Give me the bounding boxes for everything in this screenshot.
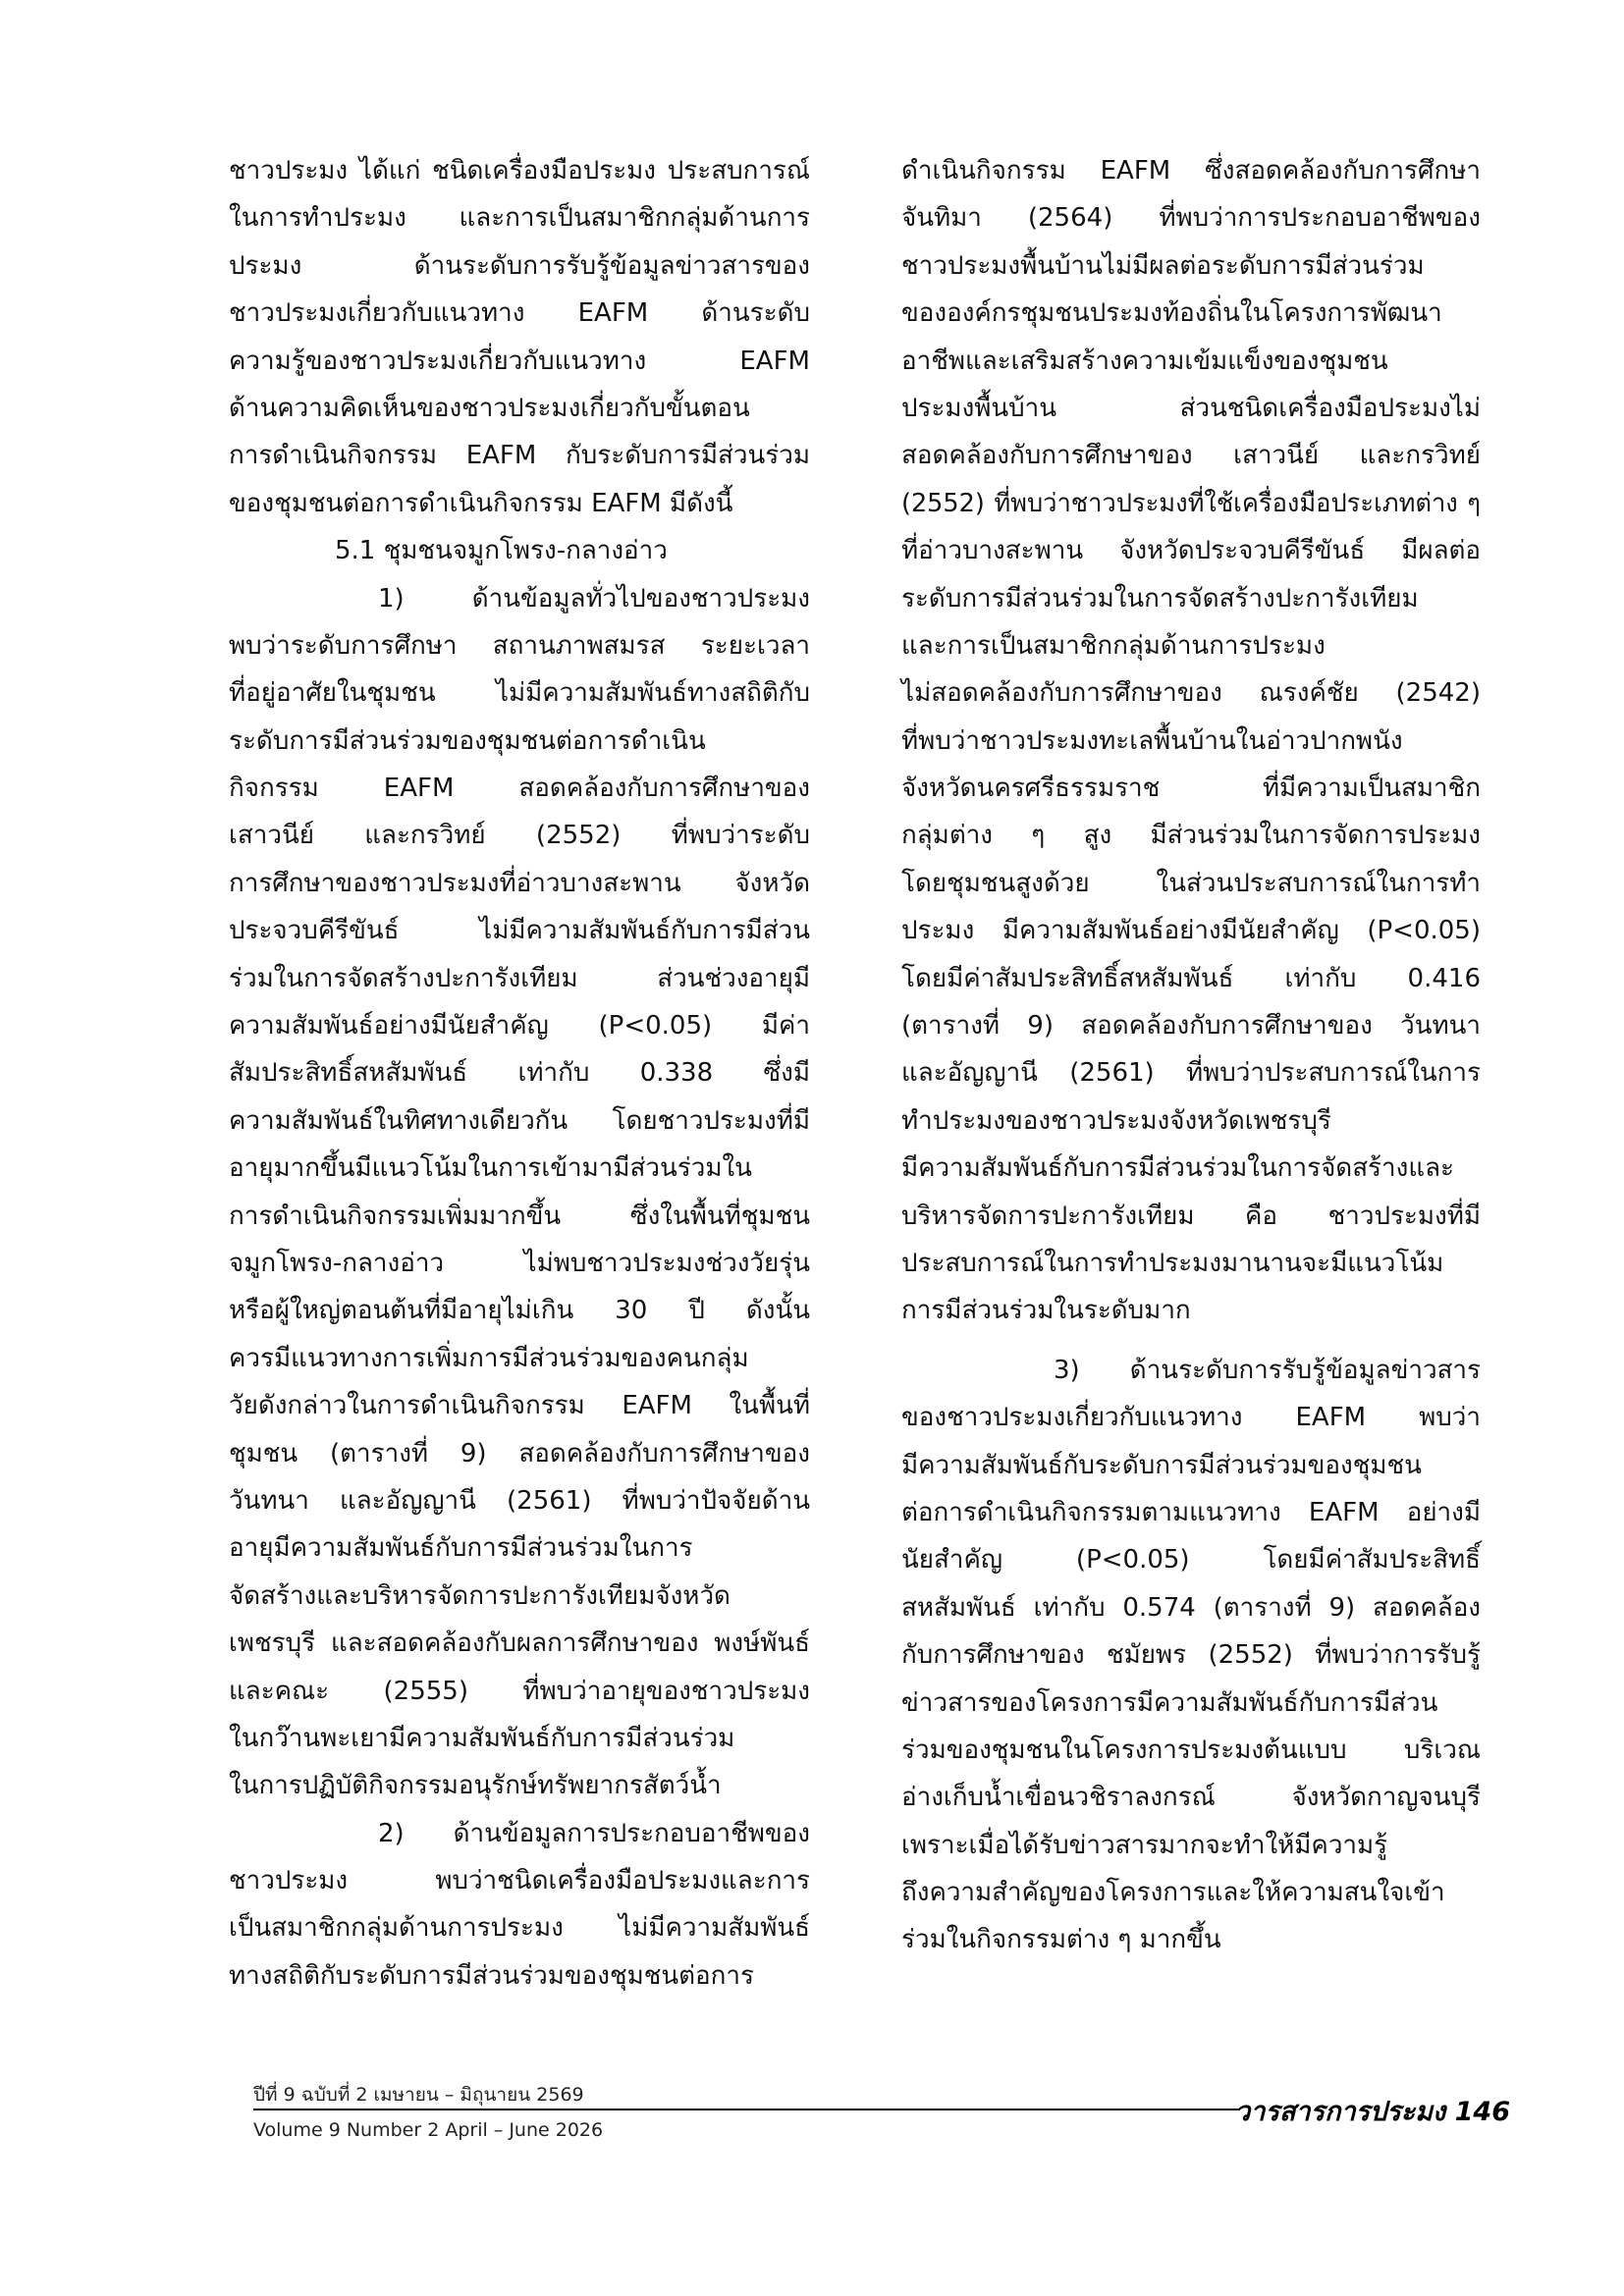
text-line: ร่วมในกิจกรรมต่าง ๆ มากขึ้น: [901, 1925, 1221, 1955]
text-line: วัยดังกล่าวในการดำเนินกิจกรรม EAFM ในพื้นที่: [229, 1391, 810, 1421]
text-line: การศึกษาของชาวประมงที่อ่าวบางสะพาน จังหวัด: [229, 868, 810, 898]
text-line: ควรมีแนวทางการเพิ่มการมีส่วนร่วมของคนกลุ่ม: [229, 1343, 749, 1373]
footer-journal-page: วารสารการประมง 146: [1235, 2097, 1510, 2127]
text-line: ขององค์กรชุมชนประมงท้องถิ่นในโครงการพัฒนา: [901, 298, 1442, 329]
text-line: พบว่าระดับการศึกษา สถานภาพสมรส ระยะเวลา: [229, 630, 810, 661]
text-line: ที่พบว่าชาวประมงทะเลพื้นบ้านในอ่าวปากพนัง: [901, 725, 1403, 756]
subsection-lead: 2) ด้านข้อมูลการประกอบอาชีพของ: [378, 1818, 810, 1848]
footer-rule: [253, 2109, 1240, 2110]
text-line: สัมประสิทธิ์สหสัมพันธ์ เท่ากับ 0.338 ซึ่งมี: [229, 1058, 810, 1089]
text-line: โดยมีค่าสัมประสิทธิ์สหสัมพันธ์ เท่ากับ 0.416: [901, 963, 1481, 993]
text-line: ความรู้ของชาวประมงเกี่ยวกับแนวทาง EAFM: [229, 346, 810, 376]
text-line: ระดับการมีส่วนร่วมในการจัดสร้างปะการังเทียม: [901, 583, 1419, 614]
text-line: และคณะ (2555) ที่พบว่าอายุของชาวประมง: [229, 1676, 810, 1706]
text-line: การดำเนินกิจกรรมเพิ่มมากขึ้น ซึ่งในพื้นที่ชุมชน: [229, 1201, 810, 1231]
text-line: (ตารางที่ 9) สอดคล้องกับการศึกษาของ วันทนา: [901, 1011, 1481, 1041]
text-line: จัดสร้างและบริหารจัดการปะการังเทียมจังหวัด: [229, 1580, 731, 1611]
footer-issue-thai: ปีที่ 9 ฉบับที่ 2 เมษายน – มิถุนายน 2569: [253, 2084, 584, 2106]
text-line: ทำประมงของชาวประมงจังหวัดเพชรบุรี: [901, 1105, 1331, 1136]
text-line: ชาวประมงเกี่ยวกับแนวทาง EAFM ด้านระดับ: [229, 298, 810, 329]
text-line: วันทนา และอัญญานี (2561) ที่พบว่าปัจจัยด้าน: [229, 1485, 810, 1516]
text-line: อ่างเก็บน้ำเขื่อนวชิราลงกรณ์ จังหวัดกาญจนบุรี: [901, 1783, 1481, 1813]
text-line: สอดคล้องกับการศึกษาของ เสาวนีย์ และกรวิทย์: [901, 441, 1481, 471]
text-line: ข่าวสารของโครงการมีความสัมพันธ์กับการมีส่วน: [901, 1687, 1438, 1718]
page-footer: [253, 2076, 1510, 2164]
text-line: ประมง มีความสัมพันธ์อย่างมีนัยสำคัญ (P<0.05): [901, 916, 1481, 946]
text-line: ชาวประมงพื้นบ้านไม่มีผลต่อระดับการมีส่วนร่วม: [901, 250, 1425, 281]
text-line: มีความสัมพันธ์กับระดับการมีส่วนร่วมของชุมชน: [901, 1450, 1422, 1480]
text-line: เพชรบุรี และสอดคล้องกับผลการศึกษาของ พงษ์พันธ์: [229, 1629, 810, 1659]
text-line: ประสบการณ์ในการทำประมงมานานจะมีแนวโน้ม: [901, 1248, 1444, 1278]
text-line: ชาวประมง พบว่าชนิดเครื่องมือประมงและการ: [229, 1866, 810, 1896]
text-line: ประมงพื้นบ้าน ส่วนชนิดเครื่องมือประมงไม่: [901, 393, 1481, 423]
text-line: กลุ่มต่าง ๆ สูง มีส่วนร่วมในการจัดการประมง: [901, 821, 1481, 851]
text-line: อายุมีความสัมพันธ์กับการมีส่วนร่วมในการ: [229, 1533, 693, 1564]
text-line: ความสัมพันธ์อย่างมีนัยสำคัญ (P<0.05) มีค่า: [229, 1011, 810, 1041]
text-line: ถึงความสำคัญของโครงการและให้ความสนใจเข้า: [901, 1878, 1445, 1908]
text-line: ชาวประมง ได้แก่ ชนิดเครื่องมือประมง ประสบการณ์: [229, 156, 810, 186]
subsection-lead: 3) ด้านระดับการรับรู้ข้อมูลข่าวสาร: [1054, 1355, 1481, 1385]
text-line: ด้านความคิดเห็นของชาวประมงเกี่ยวกับขั้นตอน: [229, 393, 750, 423]
text-line: ดำเนินกิจกรรม EAFM ซึ่งสอดคล้องกับการศึกษา: [901, 156, 1481, 186]
text-line: และการเป็นสมาชิกกลุ่มด้านการประมง: [901, 630, 1326, 661]
text-line: ไม่สอดคล้องกับการศึกษาของ ณรงค์ชัย (2542): [901, 678, 1481, 709]
text-line: สหสัมพันธ์ เท่ากับ 0.574 (ตารางที่ 9) สอดคล้อง: [901, 1592, 1481, 1623]
text-line: นัยสำคัญ (P<0.05) โดยมีค่าสัมประสิทธิ์: [901, 1545, 1481, 1575]
text-line: (2552) ที่พบว่าชาวประมงที่ใช้เครื่องมือประเภทต่าง ๆ: [901, 488, 1481, 518]
text-line: ในการทำประมง และการเป็นสมาชิกกลุ่มด้านการ: [229, 203, 810, 234]
text-line: ของชุมชนต่อการดำเนินกิจกรรม EAFM มีดังนี้: [229, 488, 733, 518]
text-line: ประจวบคีรีขันธ์ ไม่มีความสัมพันธ์กับการมีส่วน: [229, 916, 810, 946]
text-line: เสาวนีย์ และกรวิทย์ (2552) ที่พบว่าระดับ: [229, 821, 810, 851]
text-line: เป็นสมาชิกกลุ่มด้านการประมง ไม่มีความสัมพันธ์: [229, 1913, 810, 1944]
text-line: ที่อ่าวบางสะพาน จังหวัดประจวบคีรีขันธ์ มีผลต่อ: [901, 536, 1481, 566]
text-line: ความสัมพันธ์ในทิศทางเดียวกัน โดยชาวประมงที่มี: [229, 1105, 810, 1136]
text-line: มีความสัมพันธ์กับการมีส่วนร่วมในการจัดสร้างและ: [901, 1153, 1454, 1184]
text-line: ร่วมของชุมชนในโครงการประมงต้นแบบ บริเวณ: [901, 1735, 1481, 1765]
text-line: บริหารจัดการปะการังเทียม คือ ชาวประมงที่มี: [901, 1201, 1481, 1231]
right-text-column: [901, 147, 1481, 1964]
text-line: ของชาวประมงเกี่ยวกับแนวทาง EAFM พบว่า: [901, 1403, 1481, 1433]
text-line: และอัญญานี (2561) ที่พบว่าประสบการณ์ในการ: [901, 1058, 1481, 1089]
text-line: ประมง ด้านระดับการรับรู้ข้อมูลข่าวสารของ: [229, 250, 810, 281]
text-line: ทางสถิติกับระดับการมีส่วนร่วมของชุมชนต่อการ: [229, 1960, 754, 1991]
text-line: ต่อการดำเนินกิจกรรมตามแนวทาง EAFM อย่างมี: [901, 1497, 1481, 1527]
footer-issue-english: Volume 9 Number 2 April – June 2026: [253, 2119, 604, 2141]
text-line: จังหวัดนครศรีธรรมราช ที่มีความเป็นสมาชิก: [901, 774, 1481, 804]
text-line: อาชีพและเสริมสร้างความเข้มแข็งของชุมชน: [901, 346, 1388, 376]
text-line: จมูกโพรง-กลางอ่าว ไม่พบชาวประมงช่วงวัยรุ่น: [229, 1248, 810, 1278]
text-line: ในการปฏิบัติกิจกรรมอนุรักษ์ทรัพยากรสัตว์น้ำ: [229, 1771, 722, 1801]
text-line: กับการศึกษาของ ชมัยพร (2552) ที่พบว่าการรับรู้: [901, 1640, 1481, 1671]
left-text-column: [229, 147, 810, 2000]
text-line: อายุมากขึ้นมีแนวโน้มในการเข้ามามีส่วนร่วมใน: [229, 1153, 752, 1184]
text-line: กิจกรรม EAFM สอดคล้องกับการศึกษาของ: [229, 774, 810, 804]
text-line: ชุมชน (ตารางที่ 9) สอดคล้องกับการศึกษาของ: [229, 1438, 810, 1468]
text-line: ร่วมในการจัดสร้างปะการังเทียม ส่วนช่วงอายุมี: [229, 963, 810, 993]
text-line: โดยชุมชนสูงด้วย ในส่วนประสบการณ์ในการทำ: [901, 868, 1481, 898]
text-line: การมีส่วนร่วมในระดับมาก: [901, 1296, 1191, 1326]
text-line: หรือผู้ใหญ่ตอนต้นที่มีอายุไม่เกิน 30 ปี ดังนั้น: [229, 1296, 810, 1326]
text-line: การดำเนินกิจกรรม EAFM กับระดับการมีส่วนร่วม: [229, 441, 810, 471]
text-line: จันทิมา (2564) ที่พบว่าการประกอบอาชีพของ: [901, 203, 1481, 234]
text-line: เพราะเมื่อได้รับข่าวสารมากจะทำให้มีความรู้: [901, 1830, 1388, 1860]
text-line: ในกว๊านพะเยามีความสัมพันธ์กับการมีส่วนร่วม: [229, 1723, 735, 1753]
text-line: ที่อยู่อาศัยในชุมชน ไม่มีความสัมพันธ์ทางสถิติกับ: [229, 678, 810, 709]
text-line: ระดับการมีส่วนร่วมของชุมชนต่อการดำเนิน: [229, 725, 706, 756]
subsection-lead: 1) ด้านข้อมูลทั่วไปของชาวประมง: [378, 583, 810, 614]
section-heading: 5.1 ชุมชนจมูกโพรง-กลางอ่าว: [335, 536, 668, 566]
